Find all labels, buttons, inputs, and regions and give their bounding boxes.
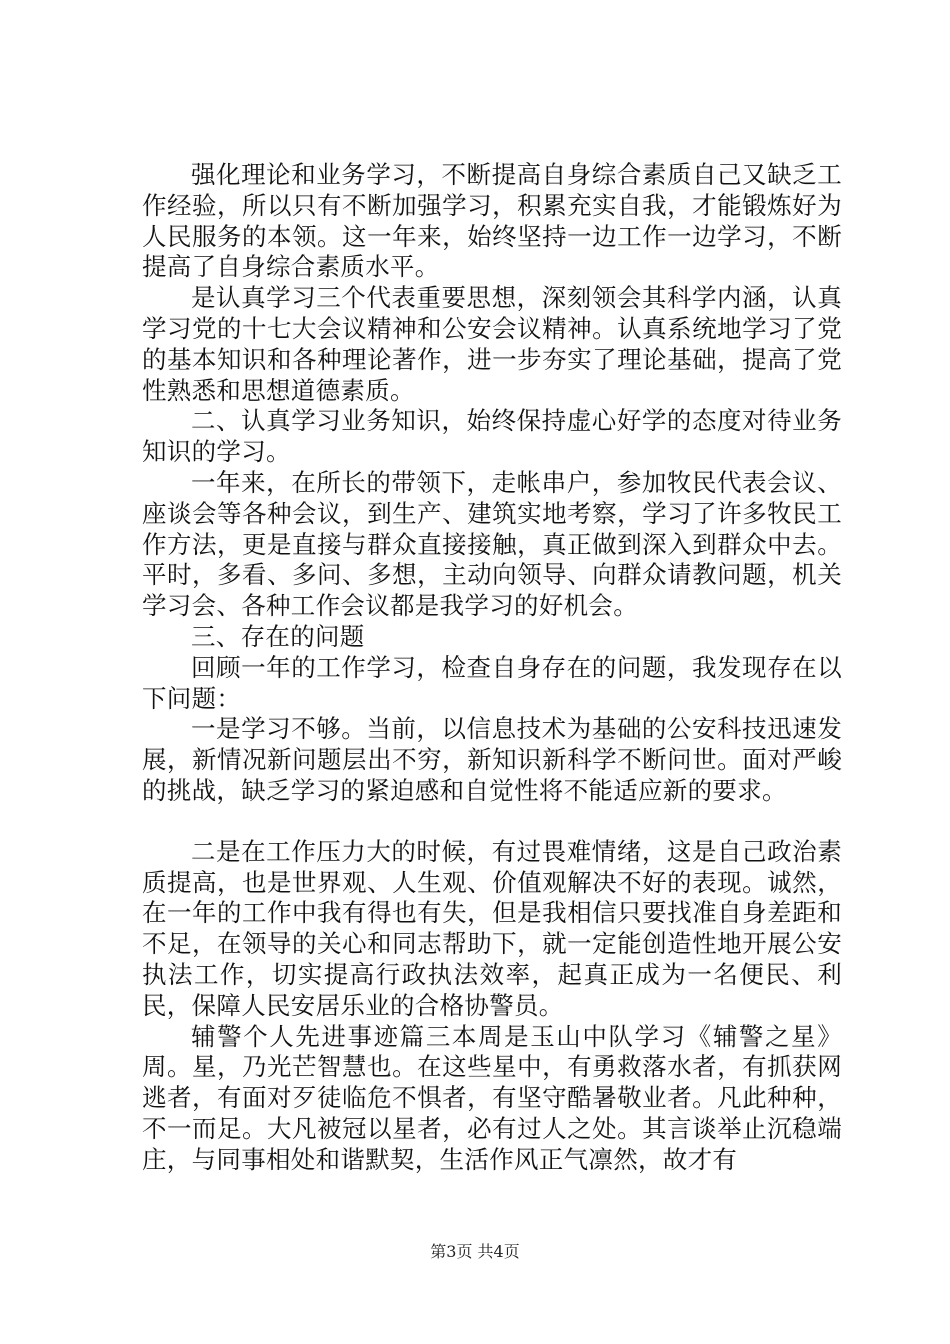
paragraph-problem-one: 一是学习不够。当前，以信息技术为基础的公安科技迅速发展，新情况新问题层出不穷，新知识新科学不断问世。面对严峻的挑战，缺乏学习的紧迫感和自觉性将不能适应新的要求。 (142, 714, 842, 805)
paragraph-auxiliary-police-star: 辅警个人先进事迹篇三本周是玉山中队学习《辅警之星》周。星，乃光芒智慧也。在这些星中，有勇救落水者，有抓获网逃者，有面对歹徒临危不惧者，有坚守酷暑敬业者。凡此种种，不一而足。大凡被冠以星者，必有过人之处。其言谈举止沉稳端庄，与同事相处和谐默契，生活作风正气凛然，故才有 (142, 1021, 842, 1174)
paragraph-gap (142, 807, 842, 837)
paragraph-heading-problems: 三、存在的问题 (191, 621, 365, 651)
paragraph-study-theory: 强化理论和业务学习，不断提高自身综合素质自己又缺乏工作经验，所以只有不断加强学习，积累充实自我，才能锻炼好为人民服务的本领。这一年来，始终坚持一边工作一边学习，不断提高了自身综合素质水平。 (142, 160, 842, 282)
document-body (142, 160, 842, 1176)
paragraph-three-represents: 是认真学习三个代表重要思想，深刻领会其科学内涵，认真学习党的十七大会议精神和公安会议精神。认真系统地学习了党的基本知识和各种理论著作，进一步夯实了理论基础，提高了党性熟悉和思想道德素质。 (142, 283, 842, 405)
paragraph-problems-intro: 回顾一年的工作学习，检查自身存在的问题，我发现存在以下问题： (142, 652, 842, 713)
page-footer: 第3页 共4页 (430, 1242, 520, 1261)
paragraph-heading-business-knowledge: 二、认真学习业务知识，始终保持虚心好学的态度对待业务知识的学习。 (142, 406, 842, 467)
paragraph-problem-two: 二是在工作压力大的时候，有过畏难情绪，这是自己政治素质提高，也是世界观、人生观、价值观解决不好的表现。诚然，在一年的工作中我有得也有失，但是我相信只要找准自身差距和不足，在领导的关心和同志帮助下，就一定能创造性地开展公安执法工作，切实提高行政执法效率，起真正成为一名便民、利民，保障人民安居乐业的合格协警员。 (142, 836, 842, 1020)
paragraph-year-review: 一年来，在所长的带领下，走帐串户，参加牧民代表会议、座谈会等各种会议，到生产、建筑实地考察，学习了许多牧民工作方法，更是直接与群众直接接触，真正做到深入到群众中去。平时，多看、多问、多想，主动向领导、向群众请教问题，机关学习会、各种工作会议都是我学习的好机会。 (142, 467, 842, 621)
